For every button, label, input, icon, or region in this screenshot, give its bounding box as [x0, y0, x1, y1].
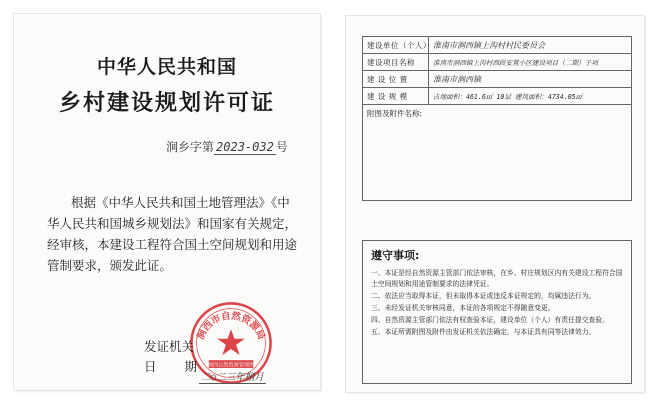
list-item: 四、自然资源主管部门依法有权查验本证，建设单位（个人）有责任提交查验。	[371, 316, 609, 324]
table-row	[363, 88, 632, 105]
date-label: 日 期	[144, 359, 198, 374]
seal-outer-text: 涧西市自然资源局	[195, 310, 267, 342]
table-row	[363, 71, 632, 88]
row-value-location: 淮南市涧西镇	[429, 71, 632, 88]
notice-list	[371, 268, 623, 338]
row-value-builder: 淮南市涧西镇上沟村村民委员会	[429, 37, 632, 54]
project-info-table	[362, 36, 632, 201]
attachments-cell	[363, 105, 632, 201]
title-certificate: 乡村建设规划许可证	[58, 91, 275, 116]
list-item: 五、本证所需附图及附件由发证机关依法确定，与本证具有同等法律效力。	[371, 328, 596, 336]
row-label-location: 建 设 位 置	[363, 71, 429, 88]
notice-box	[362, 240, 632, 384]
certificate-back-page	[346, 16, 644, 392]
row-label-builder: 建设单位（个人）	[363, 37, 429, 54]
issue-date-value: 二○二三年捌月	[199, 369, 266, 384]
row-label-project-name: 建设项目名称	[363, 54, 429, 71]
seal-inner-text: 涧西自然资源管理所	[207, 362, 255, 369]
table-row	[363, 54, 632, 71]
certificate-body-text: 根据《中华人民共和国土地管理法》《中华人民共和国城乡规划法》和国家有关规定，经审核，本建设工程符合国土空间规划和用途管制要求，颁发此证。	[47, 195, 298, 273]
notice-title: 遵守事项:	[371, 249, 420, 262]
row-value-project-name: 淮南市涧西镇上沟村西段安置小区建设项目（二期）子项	[429, 54, 632, 71]
certificate-front-page	[14, 14, 320, 390]
title-country: 中华人民共和国	[96, 56, 237, 78]
cert-number-value: 2023-032	[216, 140, 274, 154]
row-label-scale: 建 设 规 模	[363, 88, 429, 105]
table-row	[363, 37, 632, 54]
list-item: 一、本证是经自然资源主管部门依法审核，在乡、村庄规划区内有关建设工程符合国土空间规划和用途管制要求的法律凭证。	[371, 269, 623, 288]
row-value-scale: 占地面积：461.6㎡ 10层 建筑面积：4734.05㎡	[429, 88, 632, 105]
certificate-number	[166, 138, 288, 155]
issuer-label: 发证机关	[144, 339, 195, 354]
cert-number-prefix: 涧乡字第	[166, 140, 215, 154]
list-item: 三、未经发证机关审核同意，本证的各项规定不得随意变更。	[371, 304, 555, 312]
table-row	[363, 105, 632, 201]
attachments-label: 附图及附件名称:	[367, 109, 423, 118]
cert-number-suffix: 号	[275, 140, 288, 154]
list-item: 二、依法应当取得本证，但未取得本证或违反本证规定的，均属违法行为。	[371, 292, 596, 300]
